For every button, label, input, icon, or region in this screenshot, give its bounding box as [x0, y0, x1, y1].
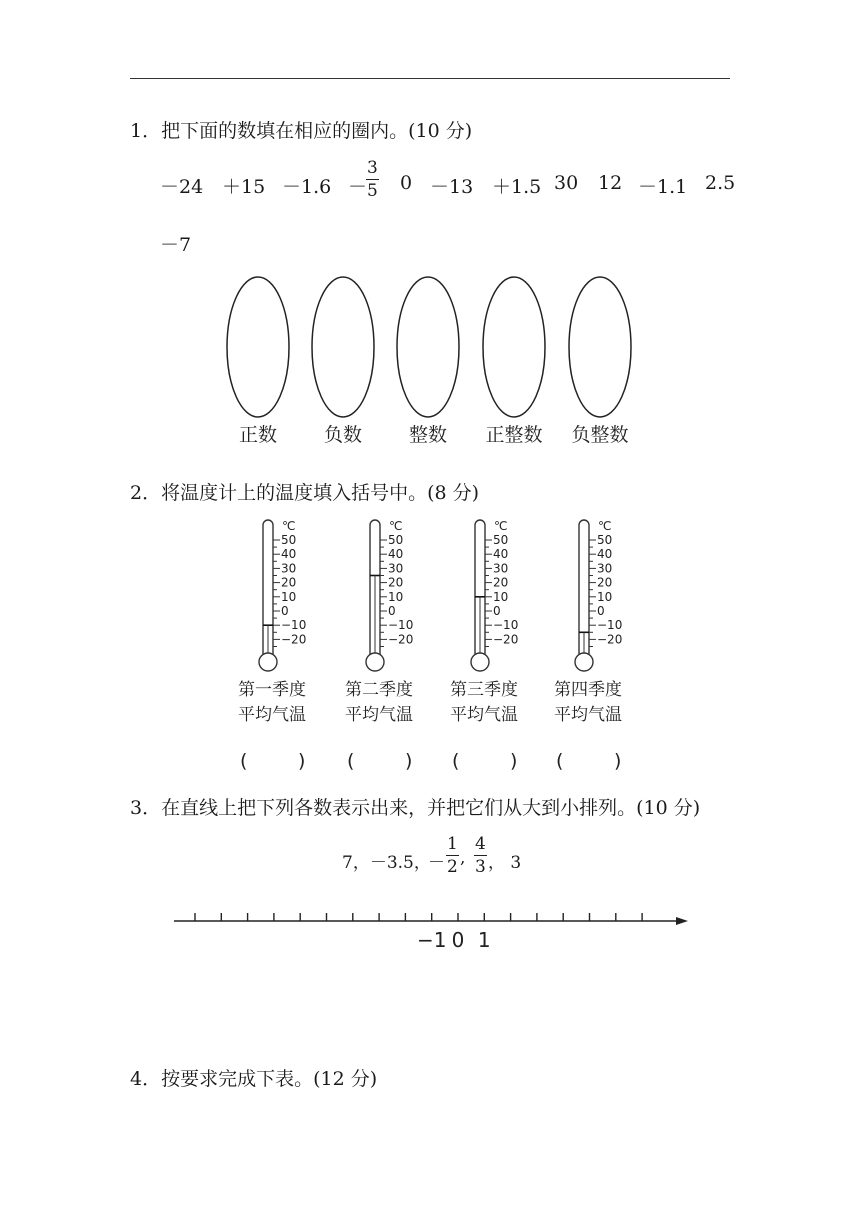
answer-bracket-close: ) [405, 750, 413, 772]
fraction [474, 836, 487, 876]
fraction-sign: － [348, 176, 368, 198]
scale-label: −10 [597, 618, 623, 633]
circle-label: 正整数 [485, 424, 543, 446]
scale-label: −20 [597, 632, 623, 647]
thermometer-bulb [259, 653, 277, 671]
number-item: 12 [598, 172, 623, 194]
question-4-title: 4．按要求完成下表。(12 分) [130, 1068, 378, 1090]
fraction-numerator: 1 [447, 834, 458, 854]
scale-label: 20 [281, 575, 297, 590]
unit-label: ℃ [282, 519, 296, 533]
scale-label: 50 [388, 533, 404, 547]
scale-label: 10 [493, 589, 509, 604]
question-3-title: 3．在直线上把下列各数表示出来，并把它们从大到小排列。(10 分) [130, 797, 701, 819]
season-label: 平均气温 [554, 705, 622, 725]
answer-bracket-open: ( [452, 750, 460, 772]
fraction [446, 836, 459, 876]
fraction-denominator: 3 [475, 857, 486, 877]
number-item: ＋1.5 [492, 176, 542, 198]
fraction-denominator: 2 [447, 857, 458, 877]
thermometer [345, 519, 413, 772]
answer-bracket-open: ( [347, 750, 355, 772]
scale-label: 30 [388, 561, 404, 576]
unit-label: ℃ [389, 519, 403, 533]
number-list-start: 7，－3.5， [342, 853, 431, 873]
season-label: 第一季度 [238, 680, 306, 700]
axis-label: −1 [416, 928, 447, 952]
scale-label: 50 [281, 533, 297, 547]
number-item: ＋15 [222, 176, 266, 198]
scale-label: −10 [493, 618, 519, 633]
scale-label: 20 [493, 575, 509, 590]
season-label: 平均气温 [450, 705, 518, 725]
positive-integer-circle[interactable] [483, 277, 545, 417]
fraction-denominator: 5 [367, 181, 378, 201]
season-label: 第二季度 [345, 680, 413, 700]
season-label: 第三季度 [450, 680, 518, 700]
fraction-numerator: 3 [367, 158, 378, 178]
answer-bracket-open: ( [240, 750, 248, 772]
scale-label: 20 [597, 575, 613, 590]
season-label: 平均气温 [238, 705, 306, 725]
scale-label: 10 [597, 589, 613, 604]
scale-label: 0 [388, 604, 396, 618]
scale-label: 10 [281, 589, 297, 604]
number-item: －1.6 [282, 176, 332, 198]
positive-circle[interactable] [227, 277, 289, 417]
thermometer [238, 519, 306, 772]
thermometer [450, 519, 518, 772]
scale-label: 40 [388, 547, 404, 562]
thermometer-bulb [471, 653, 489, 671]
scale-label: 0 [281, 604, 289, 618]
scale-label: 40 [597, 547, 613, 562]
scale-label: −20 [388, 632, 414, 647]
scale-label: 0 [597, 604, 605, 618]
thermometer-figure [220, 512, 650, 776]
scale-label: −10 [388, 618, 414, 633]
negative-circle[interactable] [312, 277, 374, 417]
answer-bracket-open: ( [556, 750, 564, 772]
number-item: 2.5 [705, 172, 736, 194]
axis-label: 0 [451, 928, 465, 952]
scale-label: −20 [281, 632, 307, 647]
scale-label: −20 [493, 632, 519, 647]
answer-bracket-close: ) [614, 750, 622, 772]
scale-label: 50 [493, 533, 509, 547]
number-item: －1.1 [638, 176, 688, 198]
integer-circle[interactable] [397, 277, 459, 417]
scale-label: 10 [388, 589, 404, 604]
scale-label: 20 [388, 575, 404, 590]
fraction-numerator: 4 [475, 834, 486, 854]
number-line [170, 900, 700, 960]
unit-label: ℃ [598, 519, 612, 533]
comma: , [460, 848, 466, 868]
answer-bracket-close: ) [298, 750, 306, 772]
arrow-head [676, 917, 688, 925]
answer-bracket-close: ) [510, 750, 518, 772]
thermometer [554, 519, 622, 772]
question-1-numbers [160, 158, 736, 210]
circle-label: 正数 [238, 424, 278, 446]
season-label: 第四季度 [554, 680, 622, 700]
question-3-numbers [342, 836, 542, 886]
axis-label: 1 [477, 928, 491, 952]
circle-label: 负整数 [571, 424, 629, 446]
scale-label: 30 [281, 561, 297, 576]
scale-label: 30 [597, 561, 613, 576]
season-label: 平均气温 [345, 705, 413, 725]
number-list-end: ， 3 [488, 853, 522, 873]
circle-label: 负数 [323, 424, 363, 446]
top-rule [130, 78, 730, 79]
thermometer-bulb [366, 653, 384, 671]
thermometer-bulb [575, 653, 593, 671]
number-item: 30 [554, 172, 579, 194]
number-item: －13 [430, 176, 474, 198]
scale-label: 40 [493, 547, 509, 562]
category-circles [210, 270, 650, 452]
negative-integer-circle[interactable] [569, 277, 631, 417]
scale-label: 40 [281, 547, 297, 562]
question-2-title: 2．将温度计上的温度填入括号中。(8 分) [130, 482, 480, 504]
number-item: 0 [400, 172, 413, 194]
fraction-sign: － [428, 853, 445, 873]
scale-label: −10 [281, 618, 307, 633]
number-item: －24 [160, 176, 204, 198]
fraction [366, 160, 379, 200]
scale-label: 50 [597, 533, 613, 547]
scale-label: 30 [493, 561, 509, 576]
circle-label: 整数 [408, 424, 448, 446]
question-1-title: 1．把下面的数填在相应的圈内。(10 分) [130, 120, 473, 142]
unit-label: ℃ [494, 519, 508, 533]
scale-label: 0 [493, 604, 501, 618]
number-item: －7 [160, 234, 192, 256]
